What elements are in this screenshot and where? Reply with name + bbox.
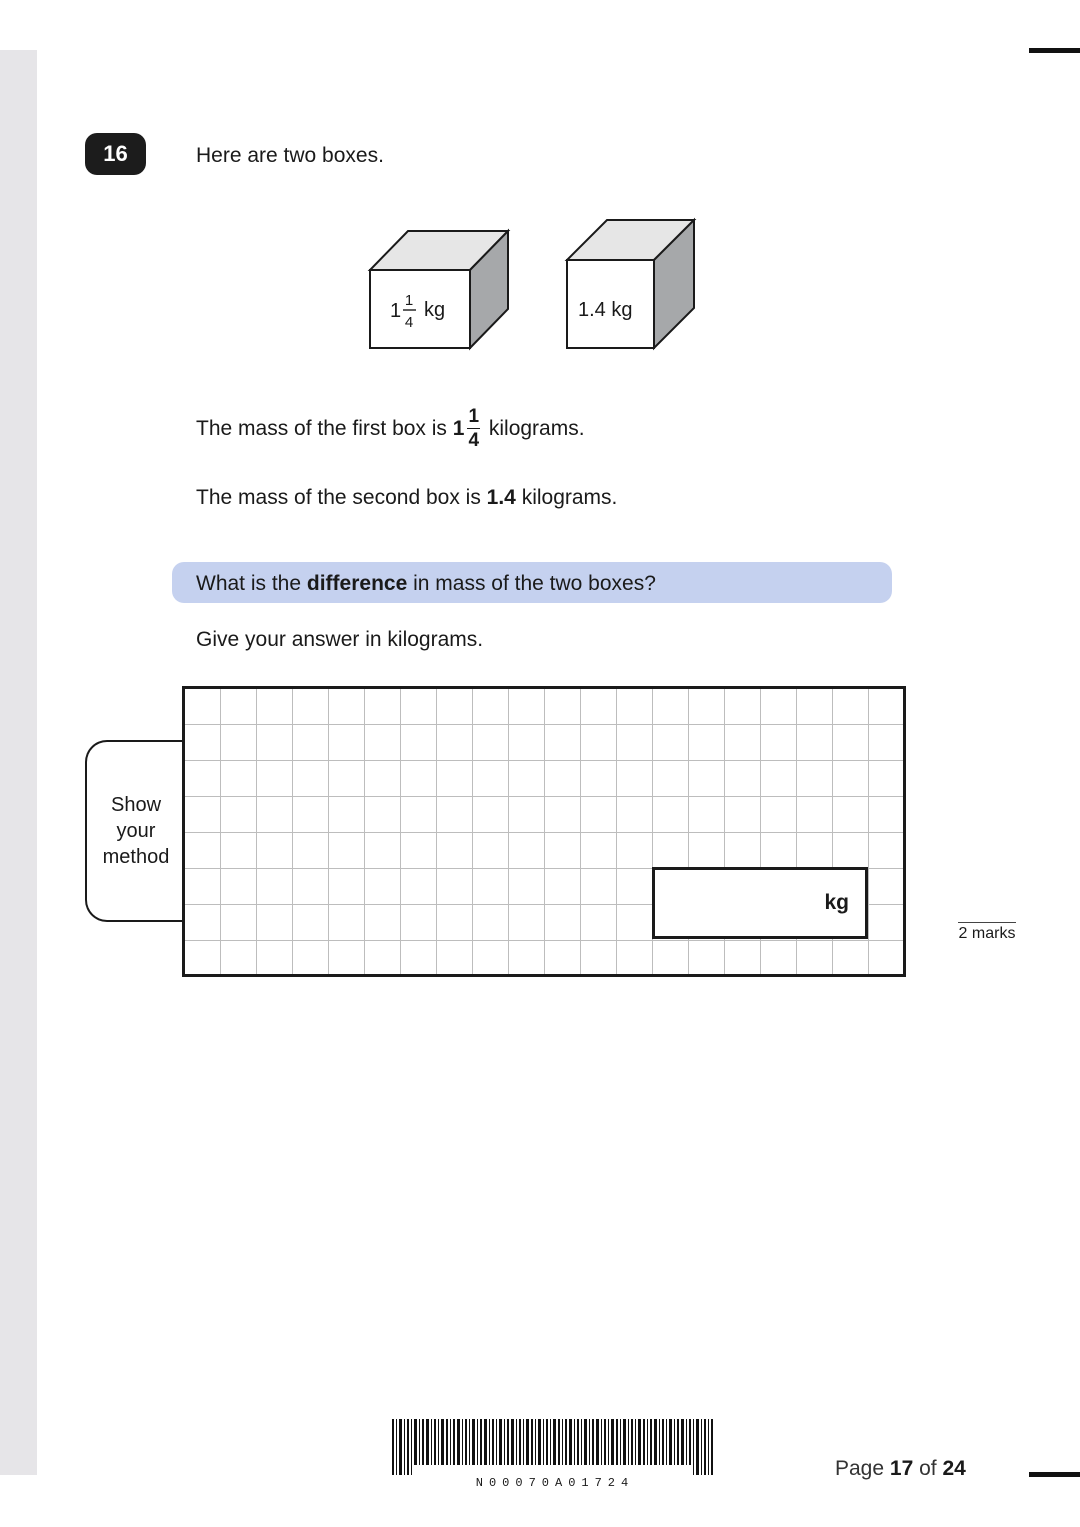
- method-tab-line: Show: [110, 794, 162, 816]
- prompt-prefix: What is the: [196, 572, 307, 595]
- mass-line-second: [196, 487, 617, 508]
- box-2-label: 1.4 kg: [578, 299, 633, 321]
- boxes-illustration: [360, 210, 710, 360]
- barcode-icon: [392, 1419, 713, 1475]
- show-your-method-tab: [85, 740, 185, 922]
- barcode-text: N00070A01724: [475, 1476, 635, 1490]
- mass-line-second-suffix: kilograms.: [515, 486, 618, 509]
- mass-line-second-prefix: The mass of the second box is: [196, 486, 487, 509]
- prompt-suffix: in mass of the two boxes?: [407, 572, 656, 595]
- question-intro: Here are two boxes.: [196, 144, 384, 167]
- answer-box[interactable]: [652, 867, 868, 939]
- method-tab-line: method: [102, 846, 170, 868]
- box-1-unit: kg: [424, 299, 446, 321]
- marks-label: 2 marks: [958, 922, 1016, 943]
- box-1-numerator: 1: [404, 292, 414, 309]
- page-mid: of: [913, 1457, 943, 1480]
- mass-line-first-prefix: The mass of the first box is: [196, 417, 453, 440]
- mass-line-second-value: 1.4: [486, 486, 516, 509]
- page-number: 17: [889, 1457, 914, 1480]
- box-1-whole: 1: [390, 300, 402, 322]
- page-footer: [835, 1457, 966, 1481]
- corner-mark-top: [1029, 48, 1080, 53]
- question-number: 16: [85, 133, 146, 175]
- prompt-emphasis: difference: [306, 572, 408, 595]
- mass-line-first-whole: 1: [452, 417, 465, 440]
- mass-line-first-suffix: kilograms.: [483, 417, 585, 440]
- question-prompt: [196, 573, 656, 594]
- mass-line-first: [196, 407, 585, 450]
- box-1-denominator: 4: [404, 314, 414, 331]
- mass-line-first-fraction: [467, 407, 480, 450]
- corner-mark-bottom: [1029, 1472, 1080, 1477]
- box-2-diagram: [567, 220, 694, 348]
- fraction-denominator: 4: [468, 430, 480, 451]
- answer-unit: kg: [824, 891, 849, 914]
- page-margin-bar: [0, 50, 37, 1475]
- box-1-diagram: [370, 231, 508, 348]
- page-total: 24: [942, 1457, 966, 1480]
- page-prefix: Page: [835, 1457, 890, 1480]
- answer-instruction: Give your answer in kilograms.: [196, 628, 484, 651]
- fraction-numerator: 1: [468, 406, 480, 427]
- method-tab-line: your: [116, 820, 156, 842]
